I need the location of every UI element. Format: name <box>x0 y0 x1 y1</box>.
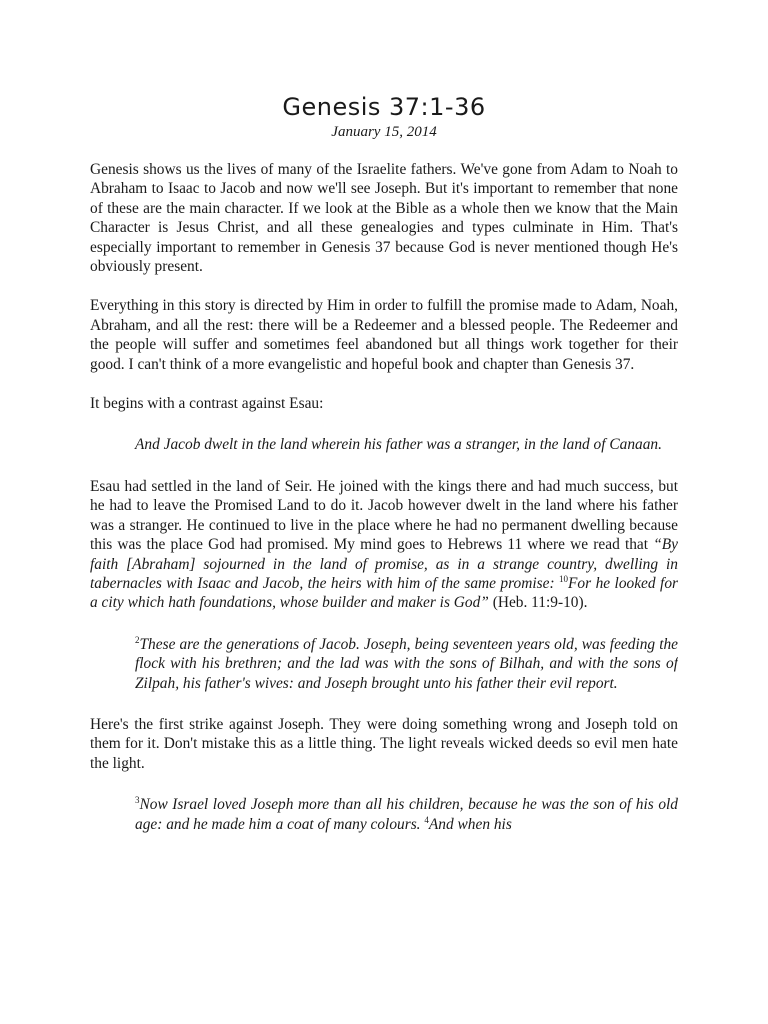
verse-text: And when his <box>428 815 512 833</box>
document-date: January 15, 2014 <box>331 124 437 140</box>
scripture-quote-verse-3 <box>135 795 678 834</box>
verse-number: 3 <box>135 795 140 806</box>
verse-number: 4 <box>424 814 429 825</box>
spacer <box>90 142 678 160</box>
verse-text: These are the generations of Jacob. Joseph, being seventeen years old, was feeding the flock with his brethren; and the lad was with the sons of Bilhah, and with the sons of Zilpah, his father's wives: and Joseph brought unto his father their evil report. <box>135 635 678 692</box>
verse-number: 10 <box>559 573 569 584</box>
scripture-quote-verse-1: And Jacob dwelt in the land wherein his father was a stranger, in the land of Canaan. <box>135 436 662 454</box>
page-body <box>90 0 678 1024</box>
paragraph-esau <box>90 477 678 613</box>
spacer <box>90 773 678 795</box>
paragraph-intro: Genesis shows us the lives of many of the Israelite fathers. We've gone from Adam to Noah to Abraham to Isaac to Jacob and now we'll see Joseph. But it's important to remember that none of these are the main character. If we look at the Bible as a whole then we know that the Main Character is Jesus Christ, and all these genealogies and types culminate in Him. That's especially important to remember in Genesis 37 because God is never mentioned though He's obviously present. <box>90 161 678 276</box>
spacer <box>90 693 678 715</box>
paragraph-esau-text: Esau had settled in the land of Seir. He joined with the kings there and had much success, but he had to leave the Promised Land to do it. Jacob however dwelt in the land where his father was a stranger. He continued to live in the place where he had no permanent dwelling because this was the place God had promised. My mind goes to Hebrews 11 where we read that <box>90 477 678 554</box>
spacer <box>90 455 678 477</box>
spacer <box>90 374 678 394</box>
paragraph-contrast: It begins with a contrast against Esau: <box>90 395 324 413</box>
document-title: Genesis 37:1-36 <box>282 93 486 121</box>
spacer <box>90 613 678 635</box>
hebrews-reference: (Heb. 11:9-10). <box>488 594 588 612</box>
hebrews-quote-part-a: “By faith [Abraham] sojourned in the land of promise, as in a strange country, dwelling in tabernacles with Isaac and Jacob, the heirs with him of the same promise: <box>90 536 678 592</box>
paragraph-redeemer: Everything in this story is directed by Him in order to fulfill the promise made to Adam, Noah, Abraham, and all the rest: there will be a Redeemer and a blessed people. The Redeemer and the people will suffer and sometimes feel abandoned but all things work together for their good. I can't think of a more evangelistic and hopeful book and chapter than Genesis 37. <box>90 297 678 373</box>
scripture-quote-verse-2 <box>135 635 678 693</box>
spacer <box>90 276 678 296</box>
spacer <box>90 413 678 435</box>
hebrews-quote-part-b: For he looked for a city which hath foundations, whose builder and maker is God” <box>90 574 678 612</box>
verse-text: Now Israel loved Joseph more than all his children, because he was the son of his old age: and he made him a coat of many colours. <box>135 796 678 833</box>
verse-number: 2 <box>135 634 140 645</box>
paragraph-first-strike: Here's the first strike against Joseph. They were doing something wrong and Joseph told on them for it. Don't mistake this as a little thing. The light reveals wicked deeds so evil men hate the light. <box>90 715 678 772</box>
